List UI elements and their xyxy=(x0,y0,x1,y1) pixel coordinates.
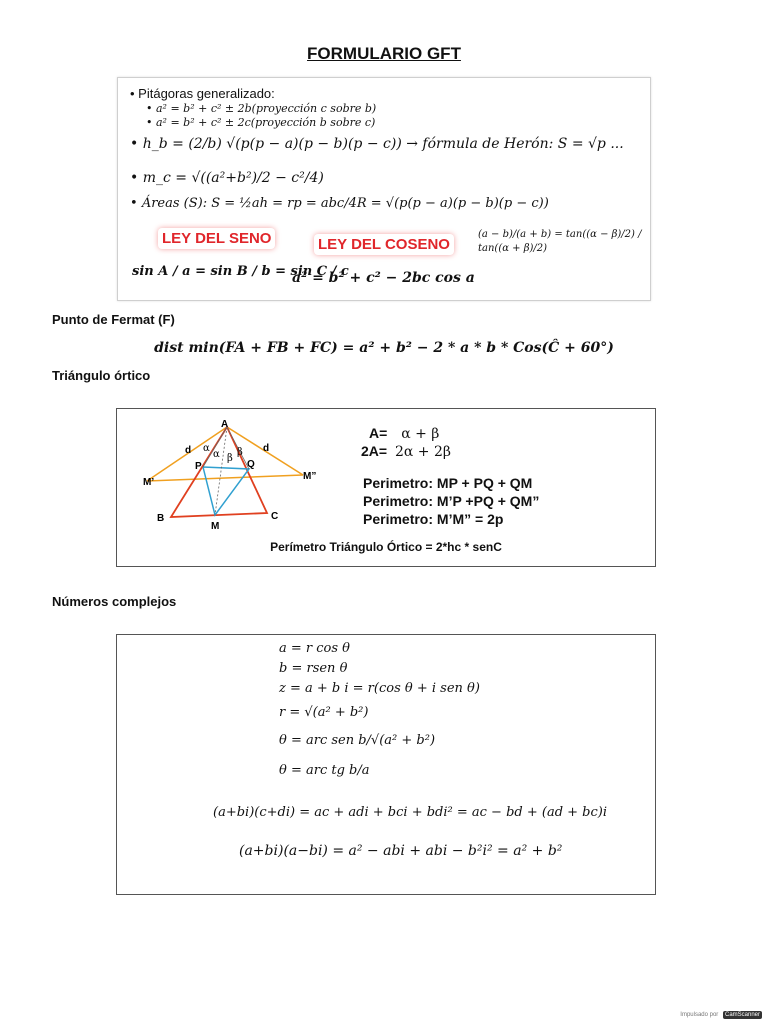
orthic-triangle xyxy=(203,467,249,515)
complex-formula-r: r = √(a² + b²) xyxy=(279,705,369,720)
label-a: A xyxy=(221,419,229,430)
complex-conjugate-formula: (a+bi)(a−bi) = a² − abi + abi − b²i² = a² + b² xyxy=(239,843,563,859)
perimetro-1: Perimetro: MP + PQ + QM xyxy=(363,475,533,491)
complex-formula-z: z = a + b i = r(cos θ + i sen θ) xyxy=(279,681,480,696)
ley-coseno-formula: a² = b² + c² − 2bc cos a xyxy=(292,270,475,286)
complex-formula-b: b = rsen θ xyxy=(279,661,348,676)
perimetro-ortico-caption: Perímetro Triángulo Órtico = 2*hc * senC xyxy=(270,540,502,554)
complejos-box xyxy=(116,634,656,895)
bullet-icon: • xyxy=(130,196,142,211)
label-d-right: d xyxy=(263,443,270,454)
fermat-label: Punto de Fermat (F) xyxy=(52,312,175,327)
mediana-formula: • m_c = √((a²+b²)/2 − c²/4) xyxy=(130,170,324,186)
label-d-left: d xyxy=(185,445,192,456)
label-alpha-2: α xyxy=(213,449,220,460)
complejos-label: Números complejos xyxy=(52,594,177,609)
pitagoras-line-1: • a² = b² + c² ± 2b(proyección c sobre b) xyxy=(146,102,377,115)
bullet-icon: • xyxy=(130,136,143,152)
two-a-equation: 2A= 2α + 2β xyxy=(361,443,451,460)
ley-tangente-formula: (a − b)/(a + b) = tan((α − β)/2) / tan((α + β)/2) xyxy=(478,229,642,254)
label-q: Q xyxy=(247,459,255,470)
camscanner-footer: Impulsado por CamScanner xyxy=(680,1012,760,1018)
label-c: C xyxy=(271,511,279,522)
ortico-box xyxy=(116,408,656,567)
label-beta-2: β xyxy=(237,447,243,458)
perimetro-2: Perimetro: M’P +PQ + QM” xyxy=(363,493,540,509)
complex-formula-a: a = r cos θ xyxy=(279,641,350,656)
altura-formula: • h_b = (2/b) √(p(p − a)(p − b)(p − c)) → fórmula de Herón: S = √p ... xyxy=(130,136,624,152)
label-beta-1: β xyxy=(227,453,233,464)
bullet-icon: • xyxy=(146,116,156,129)
label-m: M xyxy=(211,521,220,532)
complex-formula-theta-tg: θ = arc tg b/a xyxy=(279,763,370,778)
bullet-icon: • xyxy=(130,86,139,101)
label-p: P xyxy=(195,461,202,472)
complex-formula-theta-sen: θ = arc sen b/√(a² + b²) xyxy=(279,733,436,748)
pitagoras-line-2: • a² = b² + c² ± 2c(proyección b sobre c) xyxy=(146,116,376,129)
ley-del-seno-label: LEY DEL SENO xyxy=(158,228,275,249)
label-alpha-1: α xyxy=(203,443,210,454)
ortico-label: Triángulo órtico xyxy=(52,368,151,383)
page-title: FORMULARIO GFT xyxy=(307,44,461,63)
areas-formula: • Áreas (S): S = ½ah = rp = abc/4R = √(p(p − a)(p − b)(p − c)) xyxy=(130,196,549,211)
complex-product-formula: (a+bi)(c+di) = ac + adi + bci + bdi² = ac − bd + (ad + bc)i xyxy=(213,805,608,820)
pitagoras-heading: • Pitágoras generalizado: xyxy=(130,86,275,101)
camscanner-logo-icon: CamScanner xyxy=(724,1012,760,1018)
label-mpp: M” xyxy=(303,471,317,482)
fermat-formula: dist min(FA + FB + FC) = a² + b² − 2 * a * b * Cos(Ĉ + 60°) xyxy=(154,340,614,356)
ley-del-coseno-label: LEY DEL COSENO xyxy=(314,234,454,255)
label-mprime: M’ xyxy=(143,477,155,488)
a-equation: A= α + β xyxy=(369,425,440,442)
bullet-icon: • xyxy=(146,102,156,115)
bullet-icon: • xyxy=(130,170,143,186)
orthic-triangle-diagram xyxy=(141,419,341,544)
line-mprime-mpp xyxy=(147,475,303,481)
label-b: B xyxy=(157,513,165,524)
perimetro-3: Perimetro: M’M” = 2p xyxy=(363,511,504,527)
pitagoras-formula-image xyxy=(117,77,651,301)
ley-seno-formula: sin A / a = sin B / b = sin C / c xyxy=(132,264,349,279)
